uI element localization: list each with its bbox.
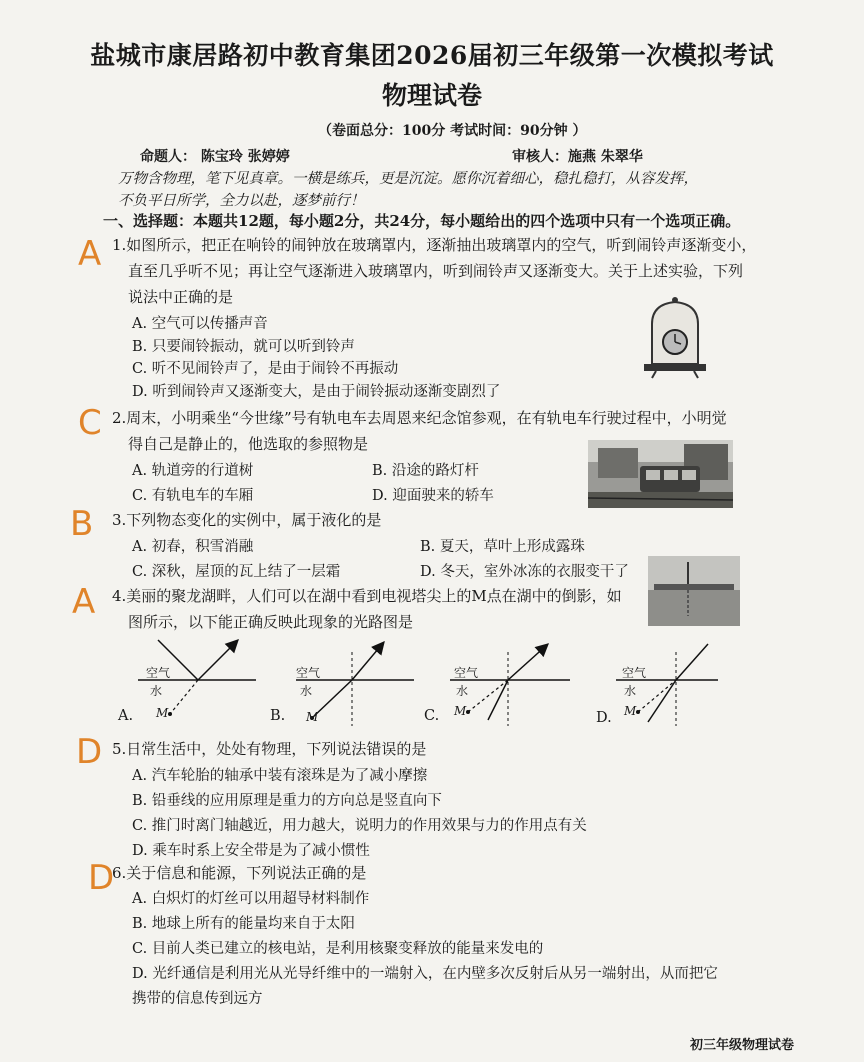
label-air-c: 空气 xyxy=(454,666,479,680)
label-air-a: 空气 xyxy=(146,666,171,680)
q4-option-a: A. xyxy=(118,708,134,724)
q5-option-d: D. 乘车时系上安全带是为了减小惯性 xyxy=(132,843,370,859)
q6-option-d: D. 光纤通信是利用光从光导纤维中的一端射入，在内壁多次反射后从另一端射出，从而把它 xyxy=(132,966,718,982)
motto-line-2: 不负平日所学，全力以赴，逐梦前行！ xyxy=(118,193,365,209)
q6-option-c: C. 目前人类已建立的核电站，是利用核聚变释放的能量来发电的 xyxy=(132,941,544,957)
q5-stem: 5.日常生活中，处处有物理，下列说法错误的是 xyxy=(112,740,427,758)
answer-mark-3: B xyxy=(70,504,94,544)
q2-option-d: D. 迎面驶来的轿车 xyxy=(372,488,494,504)
reviewers: 审核人：施燕 朱翠华 xyxy=(512,149,643,165)
label-water-a: 水 xyxy=(150,684,163,698)
lake-photo xyxy=(648,556,740,626)
q5-option-c: C. 推门时离门轴越近，用力越大，说明力的作用效果与力的作用点有关 xyxy=(132,818,587,834)
q4-option-d: D. xyxy=(596,710,612,726)
q1-stem-3: 说法中正确的是 xyxy=(128,288,234,306)
answer-mark-1: A xyxy=(78,234,102,274)
q3-option-b: B. 夏天，草叶上形成露珠 xyxy=(420,539,585,555)
setters: 命题人： 陈宝玲 张婷婷 xyxy=(140,149,290,165)
section-heading: 一、选择题：本题共12题，每小题2分，共24分，每小题给出的四个选项中只有一个选项正确。 xyxy=(103,212,741,230)
q6-option-a: A. 白炽灯的灯丝可以用超导材料制作 xyxy=(132,891,370,907)
q2-option-a: A. 轨道旁的行道树 xyxy=(132,463,254,479)
bell-jar-figure xyxy=(640,296,710,380)
q2-option-c: C. 有轨电车的车厢 xyxy=(132,488,254,504)
q4-stem-2: 图所示，以下能正确反映此现象的光路图是 xyxy=(128,613,414,631)
q3-option-c: C. 深秋，屋顶的瓦上结了一层霜 xyxy=(132,564,341,580)
label-m-a: M xyxy=(156,706,169,720)
q1-option-a: A. 空气可以传播声音 xyxy=(132,316,268,332)
label-m-d: M xyxy=(624,704,637,718)
label-water-b: 水 xyxy=(300,684,313,698)
answer-mark-5: D xyxy=(76,732,103,772)
label-m-b: M xyxy=(306,710,319,724)
q3-option-d: D. 冬天，室外冰冻的衣服变干了 xyxy=(420,564,629,580)
q1-stem-1: 1.如图所示，把正在响铃的闹钟放在玻璃罩内，逐渐抽出玻璃罩内的空气，听到闹铃声逐渐变小， xyxy=(112,236,757,254)
q4-option-c: C. xyxy=(424,708,440,724)
q1-stem-2: 直至几乎听不见；再让空气逐渐进入玻璃罩内，听到闹铃声又逐渐变大。关于上述实验，下列 xyxy=(128,262,744,280)
label-water-d: 水 xyxy=(624,684,637,698)
q1-option-c: C. 听不见闹铃声了，是由于闹铃不再振动 xyxy=(132,361,399,377)
q4-stem-1: 4.美丽的聚龙湖畔，人们可以在湖中看到电视塔尖上的M点在湖中的倒影，如 xyxy=(112,587,622,605)
q2-option-b: B. 沿途的路灯杆 xyxy=(372,463,479,479)
q6-option-d-cont: 携带的信息传到远方 xyxy=(132,991,263,1007)
q2-stem-2: 得自己是静止的，他选取的参照物是 xyxy=(128,435,369,453)
label-m-c: M xyxy=(454,704,467,718)
q4-option-b: B. xyxy=(270,708,286,724)
label-air-d: 空气 xyxy=(622,666,647,680)
answer-mark-2: C xyxy=(78,403,102,443)
q5-option-b: B. 铅垂线的应用原理是重力的方向总是竖直向下 xyxy=(132,793,442,809)
answer-mark-4: A xyxy=(72,582,96,622)
q5-option-a: A. 汽车轮胎的轴承中装有滚珠是为了减小摩擦 xyxy=(132,768,428,784)
label-water-c: 水 xyxy=(456,684,469,698)
q1-option-b: B. 只要闹铃振动，就可以听到铃声 xyxy=(132,339,355,355)
score-time: （卷面总分：100分 考试时间：90分钟 ） xyxy=(318,123,587,139)
q1-option-d: D. 听到闹铃声又逐渐变大，是由于闹铃振动逐渐变剧烈了 xyxy=(132,384,501,400)
tram-photo xyxy=(588,440,733,508)
q3-option-a: A. 初春，积雪消融 xyxy=(132,539,254,555)
q3-stem: 3.下列物态变化的实例中，属于液化的是 xyxy=(112,511,382,529)
exam-subject: 物理试卷 xyxy=(381,81,482,110)
q6-stem: 6.关于信息和能源，下列说法正确的是 xyxy=(112,864,367,882)
page-footer: 初三年级物理试卷 xyxy=(690,1038,795,1053)
answer-mark-6: D xyxy=(88,858,115,898)
q2-stem-1: 2.周末，小明乘坐“今世缘”号有轨电车去周恩来纪念馆参观，在有轨电车行驶过程中，小明觉 xyxy=(112,409,727,427)
q6-option-b: B. 地球上所有的能量均来自于太阳 xyxy=(132,916,355,932)
label-air-b: 空气 xyxy=(296,666,321,680)
exam-title: 盐城市康居路初中教育集团2026届初三年级第一次模拟考试 xyxy=(90,41,774,70)
motto-line-1: 万物含物理，笔下见真章。一横是练兵，更是沉淀。愿你沉着细心，稳扎稳打，从容发挥， xyxy=(118,171,698,187)
